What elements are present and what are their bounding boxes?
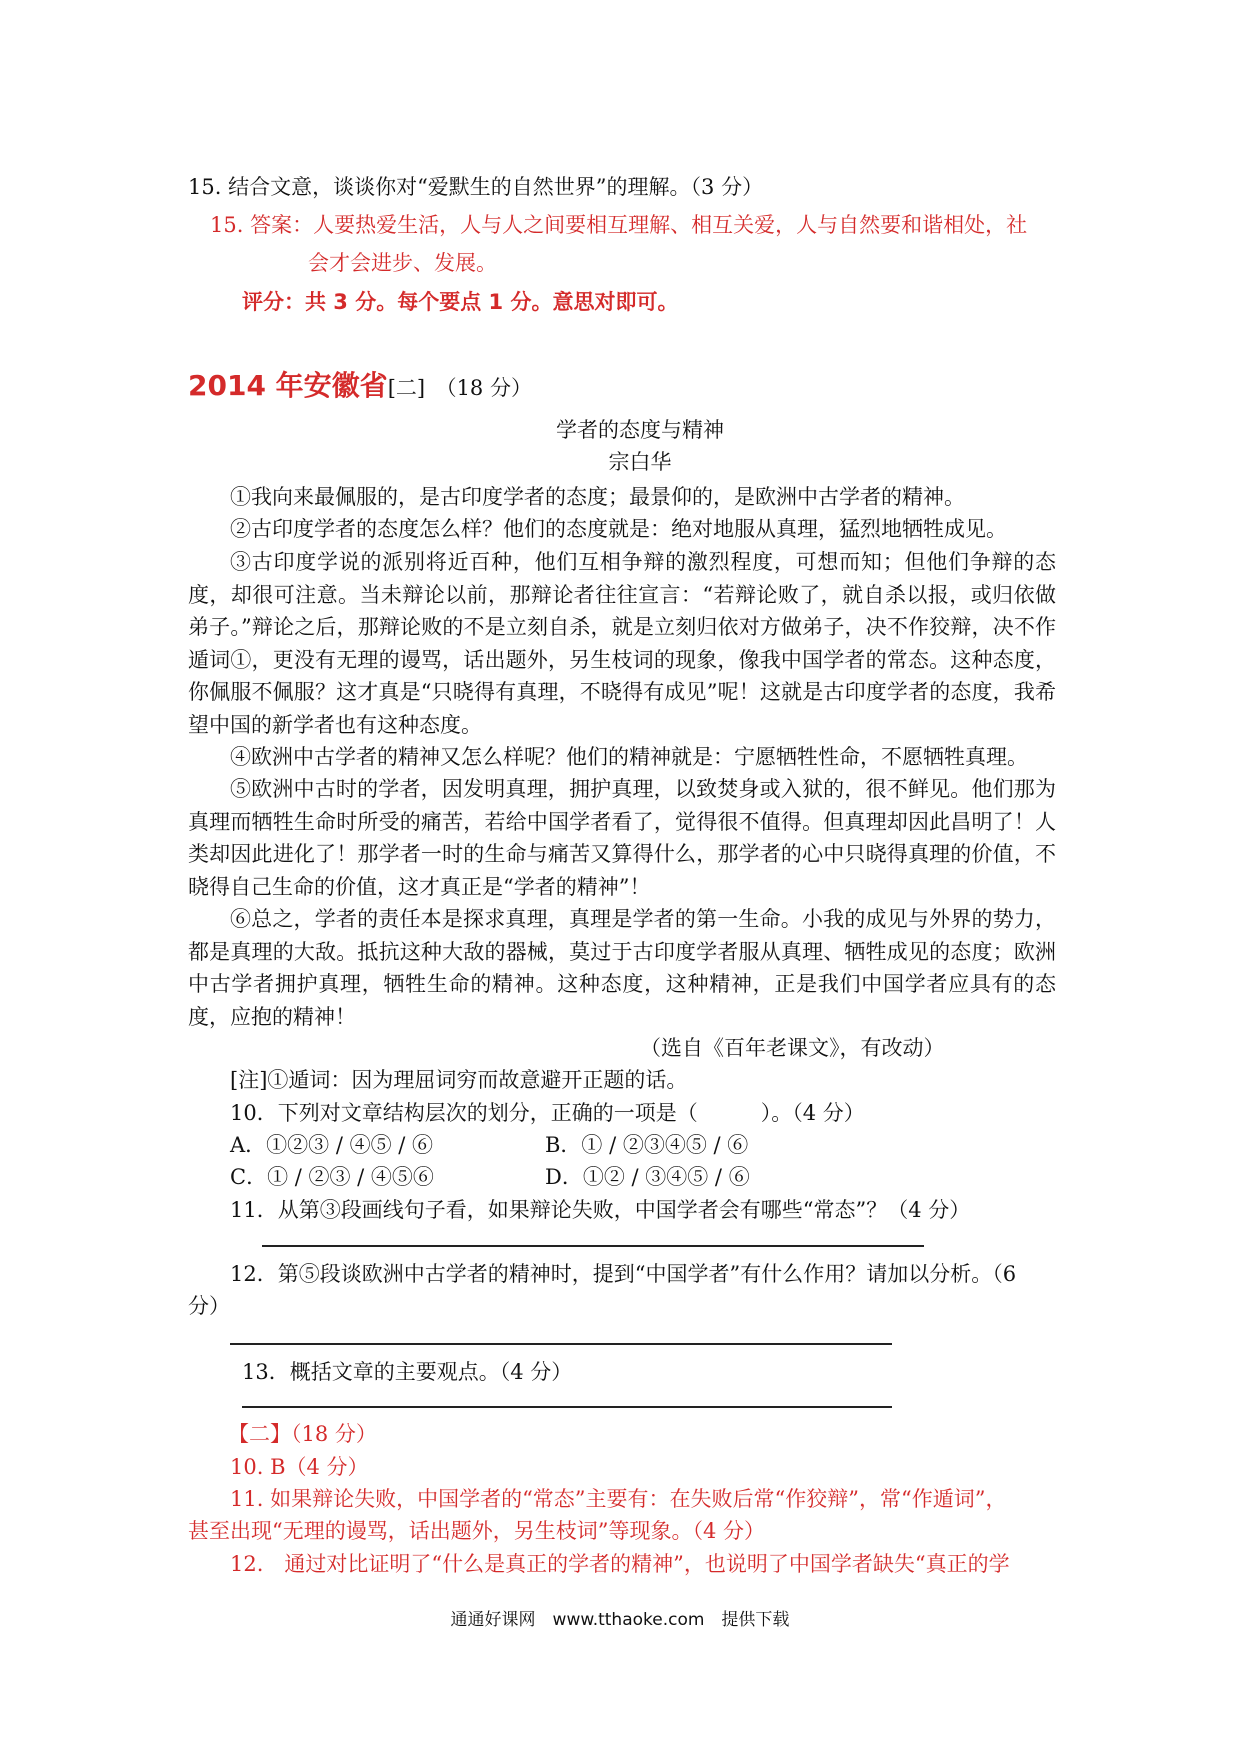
question-10: 10．下列对文章结构层次的划分，正确的一项是（ ）。（4 分） [230, 1101, 865, 1125]
section-heading-sub: [二] （18 分） [387, 376, 532, 400]
paragraph-6: ⑥总之，学者的责任本是探求真理，真理是学者的第一生命。小我的成见与外界的势力，都是真理的大敌。抵抗这种大敌的器械，莫过于古印度学者服从真理、牺牲成见的态度；欧洲中古学者拥护真理，牺牲生命的精神。这种态度，这种精神，正是我们中国学者应具有的态度，应抱的精神！ [188, 907, 1056, 1029]
answer-11-line-1: 11. 如果辩论失败，中国学者的“常态”主要有：在失败后常“作狡辩”，常“作遁词”， [230, 1487, 1007, 1511]
question-12-line-1: 12．第⑤段谈欧洲中古学者的精神时，提到“中国学者”有什么作用？请加以分析。（6 [230, 1262, 1017, 1286]
answer-line-12 [230, 1343, 892, 1345]
section-heading [188, 364, 532, 404]
answer-12: 12. 通过对比证明了“什么是真正的学者的精神”，也说明了中国学者缺失“真正的学 [230, 1552, 1010, 1576]
question-15: 15. 结合文意，谈谈你对“爱默生的自然世界”的理解。（3 分） [188, 175, 764, 199]
answer-10: 10. B（4 分） [230, 1455, 369, 1479]
paragraph-1: ①我向来最佩服的，是古印度学者的态度；最景仰的，是欧洲中古学者的精神。 [230, 485, 965, 509]
answer-line-11 [262, 1245, 924, 1247]
question-11: 11．从第③段画线句子看，如果辩论失败，中国学者会有哪些“常态”？（4 分） [230, 1198, 971, 1222]
option-d: D．①② / ③④⑤ / ⑥ [545, 1165, 750, 1189]
answers-header: 【二】（18 分） [228, 1422, 377, 1446]
page-footer: 通通好课网 www.tthaoke.com 提供下载 [450, 1610, 790, 1630]
answer-15-line-2: 会才会进步、发展。 [308, 251, 497, 275]
option-b: B．① / ②③④⑤ / ⑥ [545, 1133, 749, 1157]
question-12-line-2: 分） [188, 1294, 230, 1318]
section-heading-main: 2014 年安徽省 [188, 369, 388, 402]
article-note: [注]①遁词：因为理屈词穷而故意避开正题的话。 [230, 1068, 688, 1092]
answer-line-13 [242, 1406, 892, 1408]
article-source: （选自《百年老课文》，有改动） [640, 1036, 945, 1060]
paragraph-2: ②古印度学者的态度怎么样？他们的态度就是：绝对地服从真理，猛烈地牺牲成见。 [230, 517, 1007, 541]
option-a: A．①②③ / ④⑤ / ⑥ [230, 1133, 434, 1157]
article-title: 学者的态度与精神 [556, 418, 724, 442]
answer-15-line-1: 15. 答案：人要热爱生活，人与人之间要相互理解、相互关爱，人与自然要和谐相处，社 [210, 213, 1028, 237]
scoring-note: 评分：共 3 分。每个要点 1 分。意思对即可。 [242, 290, 679, 314]
paragraph-5: ⑤欧洲中古时的学者，因发明真理，拥护真理，以致焚身或入狱的，很不鲜见。他们那为真理而牺牲生命时所受的痛苦，若给中国学者看了，觉得很不值得。但真理却因此昌明了！人类却因此进化了！那学者一时的生命与痛苦又算得什么，那学者的心中只晓得真理的价值，不晓得自己生命的价值，这才真正是“学者的精神”！ [188, 777, 1056, 899]
question-13: 13．概括文章的主要观点。（4 分） [242, 1360, 573, 1384]
article-author: 宗白华 [608, 450, 672, 474]
paragraph-4: ④欧洲中古学者的精神又怎么样呢？他们的精神就是：宁愿牺牲性命，不愿牺牲真理。 [230, 745, 1028, 769]
answer-11-line-2: 甚至出现“无理的谩骂，话出题外，另生枝词”等现象。（4 分） [188, 1519, 766, 1543]
paragraph-3: ③古印度学说的派别将近百种，他们互相争辩的激烈程度，可想而知；但他们争辩的态度，却很可注意。当未辩论以前，那辩论者往往宣言：“若辩论败了，就自杀以报，或归依做弟子。”辩论之后，那辩论败的不是立刻自杀，就是立刻归依对方做弟子，决不作狡辩，决不作遁词①，更没有无理的谩骂，话出题外，另生枝词的现象，像我中国学者的常态。这种态度，你佩服不佩服？这才真是“只晓得有真理，不晓得有成见”呢！这就是古印度学者的态度，我希望中国的新学者也有这种态度。 [188, 550, 1056, 737]
option-c: C．① / ②③ / ④⑤⑥ [230, 1165, 434, 1189]
